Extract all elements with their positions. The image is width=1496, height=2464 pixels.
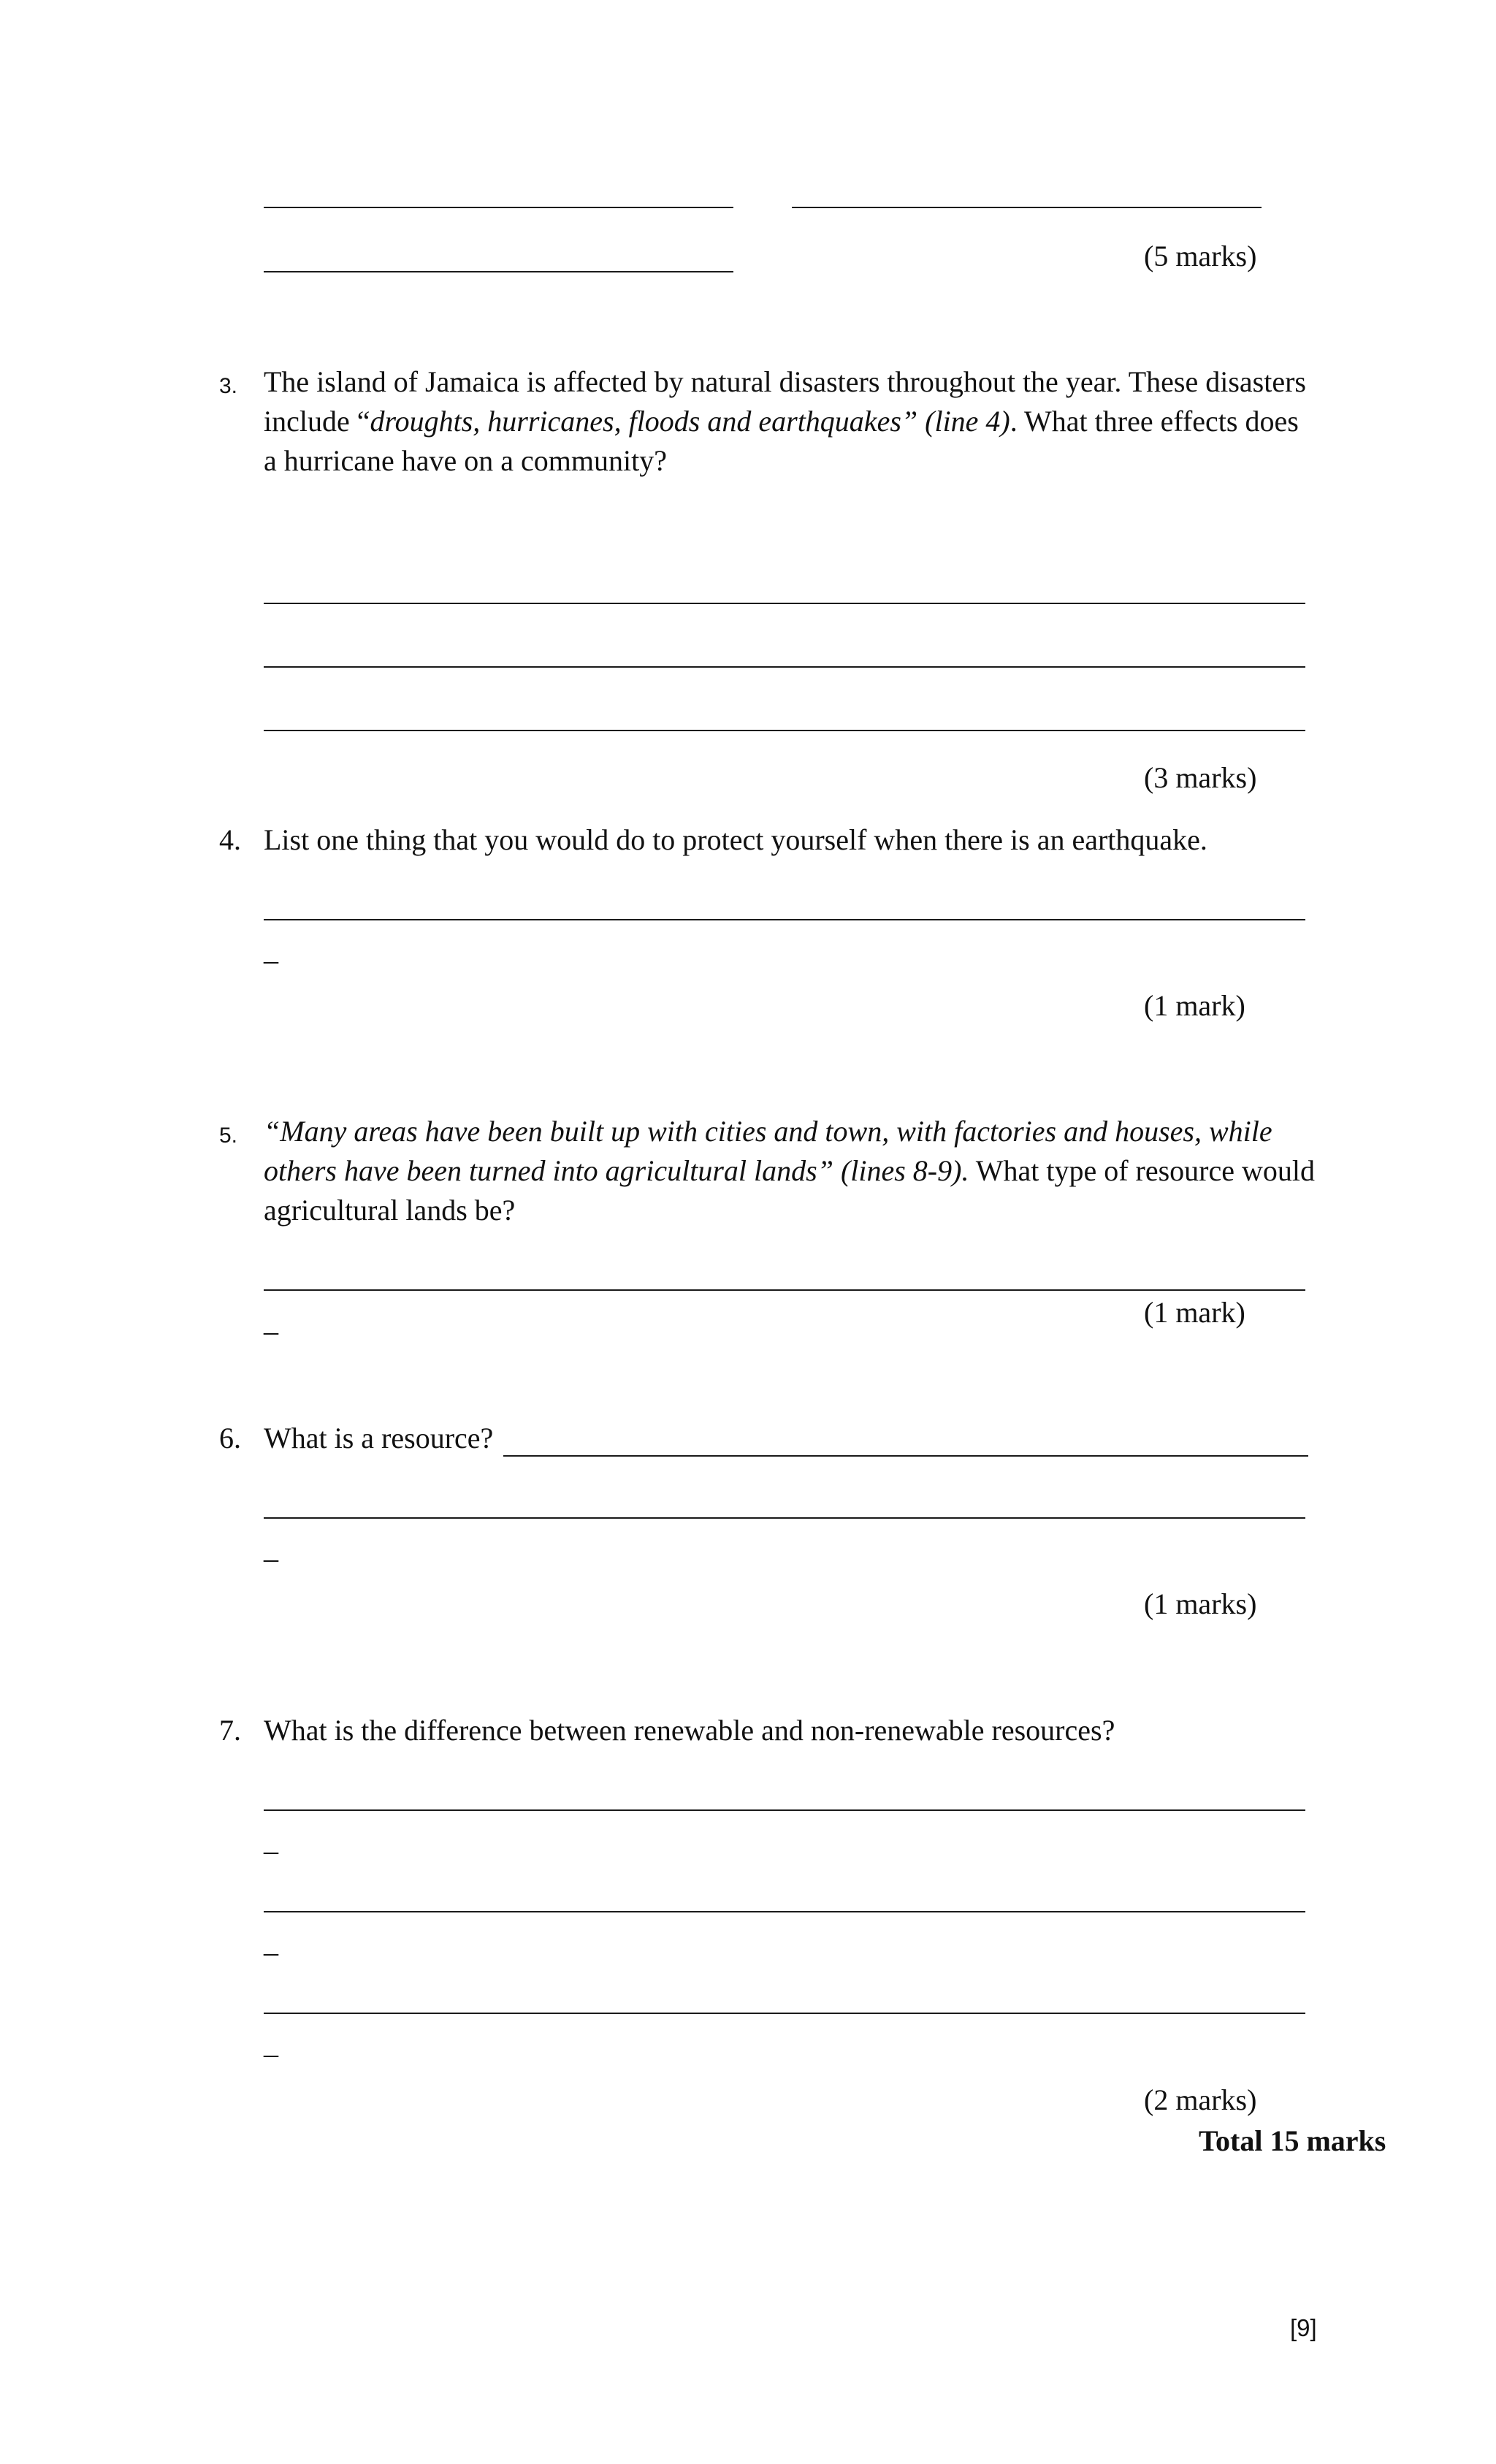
q2-marks: (5 marks) xyxy=(1144,240,1257,272)
total-marks: Total 15 marks xyxy=(1199,2124,1386,2157)
q5-marks: (1 mark) xyxy=(1144,1296,1245,1329)
q7-answer-line-2[interactable] xyxy=(264,1911,1305,1912)
q6-answer-line[interactable] xyxy=(264,1517,1305,1519)
q3-answer-line-1[interactable] xyxy=(264,603,1305,604)
q5-text xyxy=(264,1112,1345,1230)
q5-line-3: agricultural lands be? xyxy=(264,1194,516,1227)
q6-dash: _ xyxy=(264,1532,278,1565)
q7-text: What is the difference between renewable and non-renewable resources? xyxy=(264,1714,1115,1747)
q5-line-2: others have been turned into agricultural lands” (lines 8-9). What type of resource would xyxy=(264,1154,1316,1187)
page-number: [9] xyxy=(1290,2314,1317,2341)
q3-number: 3. xyxy=(219,374,238,398)
q2-answer-line-3[interactable] xyxy=(264,271,733,272)
q5-number: 5. xyxy=(219,1124,238,1148)
q3-line-1: The island of Jamaica is affected by natural disasters throughout the year. These disasters xyxy=(264,365,1306,398)
q4-answer-line[interactable] xyxy=(264,919,1305,920)
q4-marks: (1 mark) xyxy=(1144,989,1245,1022)
q4-number: 4. xyxy=(219,823,241,856)
q4-dash: _ xyxy=(264,934,278,966)
q3-text xyxy=(264,362,1345,481)
q7-dash-2: _ xyxy=(264,1926,278,1958)
q3-marks: (3 marks) xyxy=(1144,761,1257,794)
q7-dash-1: _ xyxy=(264,1824,278,1857)
q7-number: 7. xyxy=(219,1714,241,1747)
q5-answer-line[interactable] xyxy=(264,1289,1305,1291)
q7-marks: (2 marks) xyxy=(1144,2083,1257,2116)
q2-answer-line-2[interactable] xyxy=(792,207,1262,208)
q6-marks: (1 marks) xyxy=(1144,1587,1257,1620)
q6-text: What is a resource? xyxy=(264,1422,494,1454)
q3-answer-line-2[interactable] xyxy=(264,666,1305,668)
q3-line-3: a hurricane have on a community? xyxy=(264,444,667,477)
q4-text: List one thing that you would do to protect yourself when there is an earthquake. xyxy=(264,823,1207,856)
q7-answer-line-3[interactable] xyxy=(264,2013,1305,2014)
q3-answer-line-3[interactable] xyxy=(264,730,1305,731)
q7-dash-3: _ xyxy=(264,2027,278,2060)
q6-answer-line-inline[interactable] xyxy=(503,1455,1308,1457)
q5-line-1: “Many areas have been built up with cities and town, with factories and houses, while xyxy=(264,1115,1272,1148)
q2-answer-line-1[interactable] xyxy=(264,207,733,208)
q6-number: 6. xyxy=(219,1422,241,1454)
q3-line-2: include “droughts, hurricanes, floods and earthquakes” (line 4). What three effects does xyxy=(264,405,1299,438)
q5-dash: _ xyxy=(264,1305,278,1338)
q7-answer-line-1[interactable] xyxy=(264,1809,1305,1811)
